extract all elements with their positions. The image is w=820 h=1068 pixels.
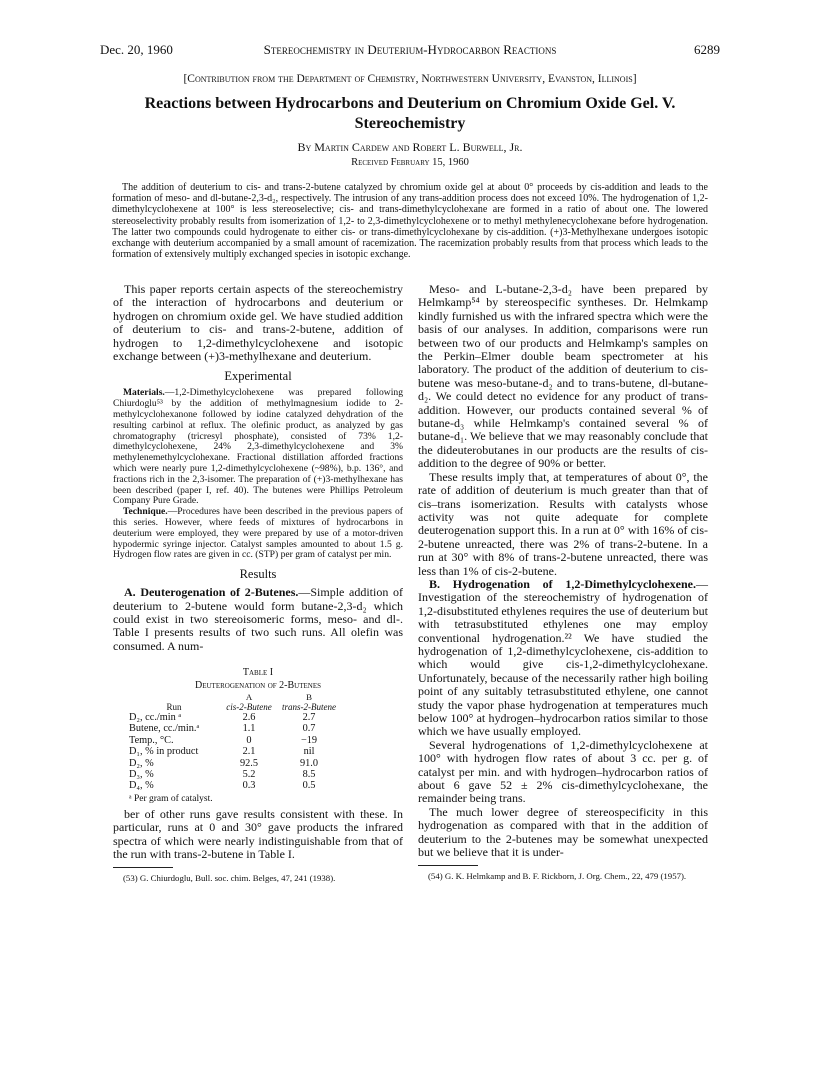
table-row [129,758,339,769]
stereospecificity-paragraph: The much lower degree of stereospecificity in this hydrogenation as compared with that in the addition of deuterium to the 2-butenes may be somewhat unexpected but we believe that it is under- [418,804,708,860]
col-a-letter: A [245,692,253,703]
footnote-54: (54) G. K. Helmkamp and B. F. Rickborn, J. Org. Chem., 22, 479 (1957). [428,871,687,882]
cell-b: 0.7 [302,723,316,735]
row-label: D₃, % [129,769,154,781]
row-label: D₄, % [129,780,154,792]
abstract-text: The addition of deuterium to cis- and trans-2-butene catalyzed by chromium oxide gel at about 0° proceeds by cis-addition and leads to the formation of meso- and dl-butane-2,3-d₂, respectively. The intrusion of any trans-addition process does not exceed 10%. The hydrogenation of 1,2-dimethylcyclohexene at 100° is less stereoselective; cis- and trans-dimethylcyclohexane are formed in a ratio of about one. The lowered stereoselectivity probably results from isomerization of 1,2- to 2,3-dimethylcyclohexene or to methyl methylenecyclohexane before hydrogenation. The latter two compounds could hydrogenate to either cis- or trans-dimethylcyclohexane by cis-addition. (+)3-Methylhexane undergoes isotopic exchange with deuterium accompanied by a small amount of racemization. The racemization probably results from that process which leads to the formation of extensively multiply exchanged species in isotopic exchange. [112,182,708,261]
table-row [129,712,339,723]
right-column [418,283,708,881]
row-label: D₂, cc./min ᵃ [129,712,182,724]
running-title: Stereochemistry in Deuterium-Hydrocarbon Reactions [263,42,557,57]
table-1 [129,693,339,792]
col-b-header: trans-2-Butene [282,702,336,713]
author-byline: By Martin Cardew and Robert L. Burwell, Jr. [297,140,523,154]
results-b-run-in: B. Hydrogenation of 1,2-Dimethylcyclohexene. [429,576,696,591]
row-label: Temp., °C. [129,734,174,746]
technique-text: —Procedures have been described in the previous papers of this series. However, where feeds of mixtures of hydrocarbons in deuterium were employed, they were prepared by use of a motor-driven hypodermic syringe injector. Catalyst samples amounted to about 1.5 g. Hydrogen flow rates are given in cc. (STP) per gram of catalyst per min. [113,506,403,561]
abstract [112,182,708,260]
technique-paragraph [113,507,403,561]
technique-run-in: Technique. [123,506,168,518]
cell-b: 0.5 [302,780,316,792]
cell-a: 2.1 [242,746,256,758]
cell-b: 2.7 [302,712,316,724]
materials-text: —1,2-Dimethylcyclohexene was prepared following Chiurdoglu⁵³ by the addition of methylmagnesium iodide to 2-methylcyclohexanone followed by iodine catalyzed dehydration of the resulting carbinol at reflux. The olefinic product, as analyzed by gas chromatography (tricresyl phosphate), consisted of 73% 1,2-dimethylcyclohexene, 24% 2,3-dimethylcyclohexene and 3% methylenemethylcyclohexane. Fractional distillation afforded fractions which were nearly pure 1,2-dimethylcyclohexene (~98%), b.p. 136°, and fractions rich in the 2,3-isomer. The preparation of (+)3-methylhexane has been described (paper I, ref. 40). The butenes were Phillips Petroleum Company Pure Grade. [113,387,403,507]
left-column [113,283,403,883]
article-title [100,94,720,134]
results-a-text: —Simple addition of deuterium to 2-butene would form butane-2,3-d₂ which could exist in two stereoisomeric forms, meso- and dl-. Table I presents results of two such runs. All olefin was consumed. A num- [113,585,403,653]
cell-a: 5.2 [242,769,256,781]
results-a-paragraph [113,586,403,653]
cell-a: 0.3 [242,780,256,792]
footnote-53: (53) G. Chiurdoglu, Bull. soc. chim. Belges, 47, 241 (1938). [123,873,336,884]
cell-a: 1.1 [242,723,256,735]
cell-b: 91.0 [299,757,319,769]
cell-a: 0 [246,734,252,746]
col-b-letter: B [306,692,312,703]
table-row [129,746,339,757]
article-title-line-2: Stereochemistry [354,115,466,132]
results-b-text: —Investigation of the stereochemistry of hydrogenation of 1,2-disubstituted ethylenes requires the use of deuterium but with tetrasubstituted ethylenes one may employ conventional hydrogenation.²² We have studied the hydrogenation of 1,2-dimethylcyclohexene, cis-addition to which would give cis-1,2-dimethylcyclohexane. Unfortunately, because of the necessarily rather high boiling point of any suitably tetrasubstituted ethylene, one cannot study the vapor phase hydrogenation at temperatures much below 100° at hydrogen–hydrocarbon ratios similar to those which we have usually employed. [418,576,708,739]
table-row [129,723,339,734]
results-a-run-in: A. Deuterogenation of 2-Butenes. [124,585,299,600]
cell-b: nil [303,746,315,758]
page-number: 6289 [694,42,720,57]
contribution-line: [Contribution from the Department of Chemistry, Northwestern University, Evanston, Illinois] [183,73,637,85]
received-date: Received February 15, 1960 [351,157,469,168]
after-table-paragraph: ber of other runs gave results consistent with these. In particular, runs at 0 and 30° gave products the infrared spectra of which were nearly indistinguishable from that of the run with trans-2-butene in Table I. [113,806,403,862]
cell-a: 92.5 [239,757,259,769]
table-row [129,735,339,746]
table-row [129,769,339,780]
materials-run-in: Materials. [123,387,165,399]
footnote-rule [418,865,478,866]
results-b-paragraph [418,578,708,739]
col-run-header: Run [166,702,182,713]
running-header [100,42,720,60]
cell-b: −19 [300,734,318,746]
issue-date: Dec. 20, 1960 [100,42,173,57]
materials-paragraph [113,388,403,507]
table-row [129,780,339,791]
row-label: Butene, cc./min.ᵃ [129,723,200,735]
table-caption: Table I [242,667,274,679]
row-label: D₁, % in product [129,746,199,758]
hydrogenation-paragraph: Several hydrogenations of 1,2-dimethylcyclohexene at 100° with hydrogen flow rates of about 3 cc. per g. of catalyst per min. and with hydrogen–hydrocarbon ratios of about 6 gave 52 ± 2% cis-dimethylcyclohexane, the remainder being trans. [418,737,708,806]
cell-b: 8.5 [302,769,316,781]
helmkamp-paragraph: Meso- and L-butane-2,3-d₂ have been prepared by Helmkamp⁵⁴ by stereospecific syntheses. Dr. Helmkamp kindly furnished us with the infrared spectra which were the basis of our analyses. In addition, comparisons were run between two of our products and Helmkamp's samples on the Perkin–Elmer double beam spectrometer at his laboratory. The product of the addition of deuterium to cis-butene was meso-butane-d₂ and to trans-butene, dl-butane-d₂. We could detect no evidence for any product of trans-addition. However, our products contained several % of butane-d₃ while Helmkamp's contained several % of butane-d₁. We believe that we may reasonably conclude that the dideuterobutanes in our products are the results of cis-addition to the degree of 90% or better. [418,282,708,471]
cell-a: 2.6 [242,712,256,724]
intro-paragraph: This paper reports certain aspects of the stereochemistry of the interaction of hydrocarbons and deuterium or hydrogen on chromium oxide gel. We have studied addition of deuterium to cis- and trans-2-butene, addition of hydrogen to 1,2-dimethylcyclohexene and isotopic exchange between (+)3-methylhexane and deuterium. [113,282,403,364]
article-title-line-1: Reactions between Hydrocarbons and Deuterium on Chromium Oxide Gel. V. [144,95,676,112]
table-subtitle: Deuterogenation of 2-Butenes [195,680,321,692]
results-heading: Results [239,567,277,582]
implication-paragraph: These results imply that, at temperatures of about 0°, the rate of addition of deuterium is much greater than that of cis–trans isomerization. Results with catalysts whose activity was not quite adequate for complete deuterogenation support this. In a run at 0° with 16% of cis-2-butene unreacted, there was 2% of trans-2-butene. In a run at 30° with 8% of trans-2-butene unreacted, there was less than 1% of cis-2-butene. [418,469,708,578]
row-label: D₂, % [129,757,154,769]
col-a-header: cis-2-Butene [226,702,272,713]
table-footnote: ᵃ Per gram of catalyst. [129,793,213,804]
footnote-rule [113,867,173,868]
experimental-heading: Experimental [224,369,292,384]
